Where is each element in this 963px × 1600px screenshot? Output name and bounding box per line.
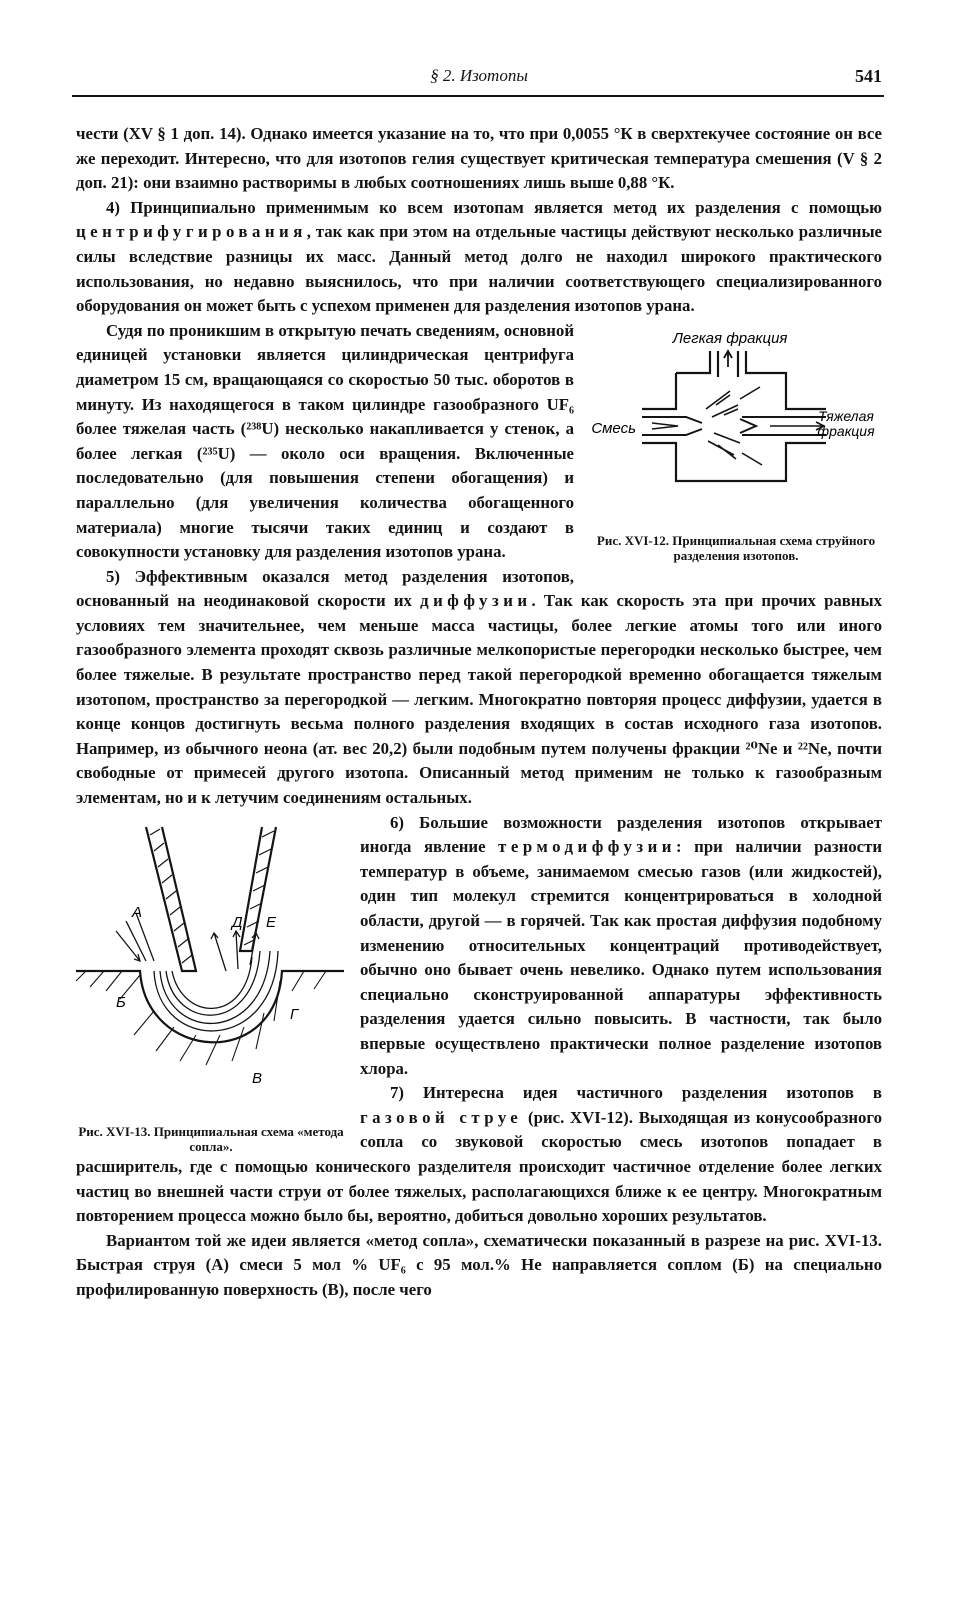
up-arrow-icon — [724, 351, 732, 367]
paragraph-continued: чести (XV § 1 доп. 14). Однако имеется указание на то, что при 0,0055 °К в сверхтекучее состояние он все же переходит. Интересно, что для изотопов гелия существует критическая температура смешения (V § 2 доп. 21): они взаимно растворимы в любых соотношениях лишь выше 0,88 °К. — [76, 124, 882, 193]
label-b: Б — [116, 993, 126, 1011]
spaced-term-diffusion: диффузии — [420, 591, 532, 611]
surface-hatching — [76, 971, 326, 1065]
spaced-term-centrifugation: центрифугирования — [76, 222, 307, 242]
page-number: 541 — [855, 66, 882, 86]
label-light-fraction: Легкая фракция — [672, 329, 788, 347]
label-d: Д — [232, 913, 243, 931]
running-header — [76, 62, 882, 92]
figure-nozzle-method — [76, 821, 346, 1155]
nozzle-hatching-left — [150, 829, 192, 963]
paragraph-centrifuge-details: Судя по проникшим в открытую печать сведениям, основной единицей установки является цилиндрическая центрифуга диаметром 15 см, вращающаяся со скоростью 50 тыс. оборотов в минуту. Из находящегося в таком цилиндре газообразного UF₆ более тяжелая часть (²³⁸U) несколько накапливается у стенок, а более легкая (²³⁵U) — около оси вращения. Включенные последовательно (для повышения степени обогащения) и параллельно (для увеличения количества обогащенного материала) многие тысячи таких единиц и создают в совокупности установку для разделения изотопов урана. — [76, 320, 574, 562]
label-e: Е — [266, 913, 277, 931]
paragraph-centrifuge: 4) Принципиально применимым ко всем изотопам является метод их разделения с помощью центрифугирования, так как при этом на отдельные частицы действуют несколько различные силы вследствие разницы их масс. Данный метод долго не находил широкого практического использования, но недавно выяснилось, что при наличии соответствующего специализированного оборудования он может быть с успехом применен для разделения изотопов урана. — [76, 197, 882, 316]
spaced-term-gas-jet: газовой струе — [360, 1107, 523, 1127]
paragraph-thermodiffusion: 6) Большие возможности разделения изотопов открывает иногда явление термодиффузии: при наличии разности температур в объеме, занимаемом смесью газов (или жидкостей), один тип молекул стремится концентрироваться в холодной области, другой — в горячей. Так как простая диффузия подобному изменению относительных концентраций противодействует, обычно оно бывает очень невелико. Однако путем использования специально сконструированной аппаратуры эффективность разделения удается сильно повысить. В частности, так было впервые осуществлено практически полное разделение изотопов хлора. — [360, 812, 882, 1078]
label-mixture: Смесь — [591, 419, 636, 437]
flow-lines — [154, 951, 278, 1031]
paragraph-gas-jet: 7) Интересна идея частичного разделения изотопов в газовой струе (рис. XVI-12). Выходящая из конусообразного сопла со звуковой скоростью смесь изотопов попадает в расширитель, где с помощью конического разделителя происходит частичное отделение более легких частиц во внешней части струи от более тяжелых, располагающихся ближе к ее центру. Многократным повторением процесса можно было бы, вероятно, добиться довольно хороших результатов. — [76, 1083, 882, 1226]
main-text — [76, 122, 882, 1303]
section-title: § 2. Изотопы — [430, 66, 528, 85]
paragraph-nozzle-method: Вариантом той же идеи является «метод сопла», схематически показанный в разрезе на рис. XVI-13. Быстрая струя (А) смеси 5 мол % UF₆ с 95 мол.% Не направляется соплом (Б) на специально профилированную поверхность (В), после чего — [76, 1230, 882, 1299]
header-rule — [72, 95, 884, 97]
figure12-caption: Рис. XVI-12. Принципиальная схема струйного разделения изотопов. — [596, 533, 876, 564]
label-g: Г — [290, 1005, 299, 1023]
nozzle-method-diagram — [76, 821, 346, 1103]
figure13-caption: Рис. XVI-13. Принципиальная схема «метода сопла». — [78, 1124, 344, 1155]
heavy-outlet-arrow-icon — [770, 422, 824, 430]
spaced-term-thermodiffusion: термодиффузии — [498, 837, 676, 857]
nozzle-wall-left — [146, 827, 196, 971]
jet-separation-diagram — [590, 321, 882, 526]
book-page — [76, 62, 883, 1299]
figure-jet-separation — [590, 321, 882, 566]
inlet-arrow-icon — [652, 423, 678, 429]
label-a: А — [132, 903, 143, 921]
label-heavy-fraction-2: фракция — [817, 422, 875, 439]
label-v: В — [252, 1069, 263, 1087]
paragraph-diffusion: 5) Эффективным оказался метод разделения изотопов, основанный на неодинаковой скорости их диффузии. Так как скорость эта при прочих равных условиях тем значительнее, чем меньше масса частицы, более легкие атомы того или иного газообразного элемента проходят сквозь различные мелкопористые перегородки несколько быстрее, чем более тяжелые. В результате пространство перед такой перегородкой временно обогащается тяжелым изотопом, пространство за перегородкой — легким. Многократно повторяя процесс диффузии, удается в конце концов достигнуть весьма полного разделения входящих в состав исходного газа изотопов. Например, из обычного неона (ат. вес 20,2) были подобным путем получены фракции ²⁰Ne и ²²Ne, почти свободные от примесей другого изотопа. Описанный метод применим не только к газообразным элементам, но и к летучим соединениям остальных. — [76, 566, 883, 808]
label-heavy-fraction-1: Тяжелая — [818, 407, 874, 424]
